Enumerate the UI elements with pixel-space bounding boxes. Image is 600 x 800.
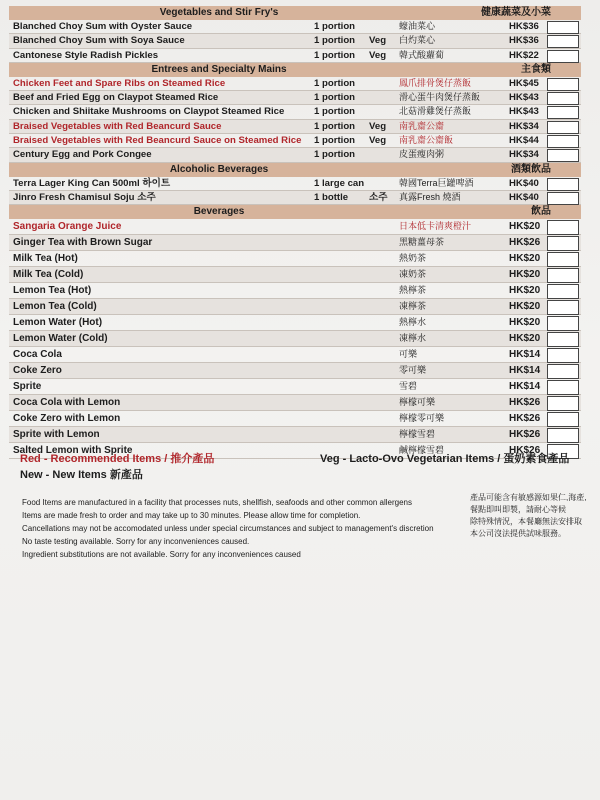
quantity-box[interactable]: [547, 380, 579, 395]
quantity-box[interactable]: [547, 284, 579, 299]
quantity-box[interactable]: [547, 220, 579, 235]
legend-new: New - New Items 新產品: [20, 469, 143, 481]
item-name-zh: 凍奶茶: [399, 269, 427, 280]
item-price: HK$20: [509, 285, 541, 297]
item-name: Milk Tea (Hot): [13, 253, 78, 265]
item-price: HK$40: [509, 177, 539, 189]
item-portion: 1 portion: [314, 149, 356, 161]
item-name-zh: 雪碧: [399, 381, 418, 392]
menu-item-row: [9, 120, 581, 134]
item-price: HK$44: [509, 135, 539, 147]
quantity-box[interactable]: [547, 412, 579, 427]
section-title-zh: 飲品: [531, 206, 551, 218]
menu-item-row: [9, 177, 581, 191]
menu-section: [9, 205, 581, 459]
item-name: Blanched Choy Sum with Soya Sauce: [13, 35, 185, 47]
item-name-zh: 鹹檸檬雪碧: [399, 445, 445, 456]
item-price: HK$14: [509, 365, 541, 377]
item-name-zh: 凍檸茶: [399, 301, 427, 312]
item-name: Chicken Feet and Spare Ribs on Steamed Rice: [13, 77, 226, 89]
item-veg: 소주: [369, 191, 388, 203]
item-name-zh: 熱奶茶: [399, 253, 427, 264]
quantity-box[interactable]: [547, 106, 579, 119]
menu-section: [9, 163, 581, 206]
item-name: Chicken and Shiitake Mushrooms on Claypot Steamed Rice: [13, 106, 285, 118]
menu-item-row: [9, 235, 581, 251]
item-name: Braised Vegetables with Red Beancurd Sauce: [13, 120, 222, 132]
quantity-box[interactable]: [547, 268, 579, 283]
item-name-zh: 日本低卡清爽橙汁: [399, 221, 472, 232]
item-portion: 1 portion: [314, 77, 356, 89]
notes: [22, 496, 452, 561]
item-name: Beef and Fried Egg on Claypot Steamed Rice: [13, 92, 219, 104]
menu-item-row: [9, 134, 581, 148]
item-name: Ginger Tea with Brown Sugar: [13, 237, 153, 249]
item-portion: 1 portion: [314, 135, 356, 147]
item-name: Coke Zero: [13, 365, 62, 377]
item-name-zh: 南乳齋公齋飯: [399, 135, 454, 146]
menu-item-row: [9, 395, 581, 411]
menu-item-row: [9, 267, 581, 283]
quantity-box[interactable]: [547, 149, 579, 162]
quantity-box[interactable]: [547, 78, 579, 91]
note-line: Cancellations may not be accomodated unless under special circumstances and subject to management's discretion: [22, 524, 434, 533]
note-zh-line: 除特殊情況，本餐廳無法安排取: [470, 517, 582, 526]
note-line: Items are made fresh to order and may take up to 30 minutes. Please allow time for completion.: [22, 511, 361, 520]
menu-item-row: [9, 77, 581, 91]
quantity-box[interactable]: [547, 135, 579, 148]
menu-item-row: [9, 49, 581, 63]
item-price: HK$20: [509, 333, 541, 345]
item-price: HK$43: [509, 106, 539, 118]
legend-veg: Veg - Lacto-Ovo Vegetarian Items / 蛋奶素食產品: [320, 453, 570, 465]
quantity-box[interactable]: [547, 300, 579, 315]
quantity-box[interactable]: [547, 332, 579, 347]
item-price: HK$20: [509, 317, 541, 329]
item-name: Braised Vegetables with Red Beancurd Sauce on Steamed Rice: [13, 135, 302, 147]
item-price: HK$26: [509, 237, 541, 249]
quantity-box[interactable]: [547, 236, 579, 251]
item-price: HK$20: [509, 269, 541, 281]
item-name-zh: 滑心蛋牛肉煲仔蒸飯: [399, 92, 481, 103]
menu-item-row: [9, 191, 581, 205]
item-price: HK$14: [509, 381, 541, 393]
menu-table: [9, 6, 581, 459]
item-name: Lemon Water (Hot): [13, 317, 103, 329]
item-price: HK$45: [509, 77, 539, 89]
item-name-zh: 鳳爪排骨煲仔蒸飯: [399, 77, 472, 88]
quantity-box[interactable]: [547, 50, 579, 63]
section-title-zh: 主食類: [521, 63, 551, 75]
item-veg: Veg: [369, 35, 387, 47]
note-line: Ingredient substitutions are not available. Sorry for any inconveniences caused: [22, 550, 301, 559]
item-name: Sprite with Lemon: [13, 429, 100, 441]
item-price: HK$14: [509, 349, 541, 361]
item-name: Coca Cola with Lemon: [13, 397, 121, 409]
item-veg: Veg: [369, 135, 387, 147]
menu-item-row: [9, 251, 581, 267]
quantity-box[interactable]: [547, 316, 579, 331]
legend-recommended: Red - Recommended Items / 推介產品: [20, 453, 215, 465]
quantity-box[interactable]: [547, 192, 579, 205]
menu-section: [9, 6, 581, 63]
item-name: Milk Tea (Cold): [13, 269, 84, 281]
item-price: HK$20: [509, 221, 541, 233]
item-name: Sprite: [13, 381, 42, 393]
quantity-box[interactable]: [547, 92, 579, 105]
item-name: Lemon Tea (Hot): [13, 285, 92, 297]
item-name-zh: 蠔油菜心: [399, 21, 436, 31]
item-name-zh: 韓式酸蘿蔔: [399, 49, 445, 60]
item-price: HK$20: [509, 301, 541, 313]
item-name-zh: 韓國Terra巨罐啤酒: [399, 177, 474, 188]
item-name-zh: 南乳齋公齋: [399, 120, 445, 131]
quantity-box[interactable]: [547, 35, 579, 48]
item-name-zh: 檸檬雪碧: [399, 429, 436, 440]
section-title-zh: 酒類飲品: [511, 163, 551, 175]
item-name: Lemon Tea (Cold): [13, 301, 97, 313]
item-price: HK$26: [509, 413, 541, 425]
item-price: HK$26: [509, 429, 541, 441]
section-title-zh: 健康蔬菜及小菜: [481, 7, 551, 18]
menu-item-row: [9, 427, 581, 443]
menu-item-row: [9, 219, 581, 235]
item-price: HK$36: [509, 21, 539, 32]
item-name-zh: 熱檸水: [399, 317, 427, 328]
section-header: [9, 205, 581, 219]
menu-item-row: [9, 363, 581, 379]
item-name: Cantonese Style Radish Pickles: [13, 49, 159, 61]
menu-item-row: [9, 20, 581, 34]
menu-item-row: [9, 299, 581, 315]
notes-chinese: [470, 492, 595, 540]
note-zh-line: 產品可能含有敏感源如果仁,海產,: [470, 493, 587, 502]
item-veg: Veg: [369, 120, 387, 132]
item-portion: 1 portion: [314, 35, 356, 47]
menu-item-row: [9, 331, 581, 347]
quantity-box[interactable]: [547, 121, 579, 134]
item-name: Coca Cola: [13, 349, 62, 361]
section-header: [9, 163, 581, 177]
section-header: [9, 6, 581, 20]
item-name: Century Egg and Pork Congee: [13, 149, 152, 161]
item-name: Lemon Water (Cold): [13, 333, 108, 345]
menu-item-row: [9, 347, 581, 363]
item-portion: 1 bottle: [314, 191, 349, 203]
item-name-zh: 北菇滑雞煲仔蒸飯: [399, 106, 472, 117]
item-name-zh: 零可樂: [399, 365, 427, 376]
item-price: HK$40: [509, 191, 539, 203]
item-name-zh: 熱檸茶: [399, 285, 427, 296]
menu-item-row: [9, 379, 581, 395]
quantity-box[interactable]: [547, 21, 579, 34]
item-name: Salted Lemon with Sprite: [13, 445, 133, 457]
item-name: Blanched Choy Sum with Oyster Sauce: [13, 21, 193, 32]
item-name-zh: 真露Fresh 燒酒: [399, 191, 461, 202]
menu-item-row: [9, 91, 581, 105]
item-portion: 1 portion: [314, 21, 356, 32]
item-price: HK$26: [509, 445, 541, 457]
menu-item-row: [9, 315, 581, 331]
item-portion: 1 portion: [314, 106, 356, 118]
item-name-zh: 黑糖薑母茶: [399, 237, 445, 248]
item-portion: 1 portion: [314, 92, 356, 104]
quantity-box[interactable]: [547, 364, 579, 379]
menu-item-row: [9, 283, 581, 299]
note-zh-line: 餐點即叫即製，請耐心等候: [470, 505, 566, 514]
menu-item-row: [9, 34, 581, 48]
item-veg: Veg: [369, 49, 387, 61]
item-portion: 1 portion: [314, 49, 356, 61]
note-zh-line: 本公司沒法提供試味服務。: [470, 529, 566, 538]
quantity-box[interactable]: [547, 178, 579, 191]
section-title: Vegetables and Stir Fry's: [159, 7, 279, 18]
menu-item-row: [9, 411, 581, 427]
item-price: HK$26: [509, 397, 541, 409]
section-header: [9, 63, 581, 77]
item-price: HK$20: [509, 253, 541, 265]
item-price: HK$34: [509, 120, 539, 132]
item-portion: 1 large can: [314, 177, 365, 189]
item-name: Sangaria Orange Juice: [13, 221, 122, 233]
item-name-zh: 檸檬零可樂: [399, 413, 445, 424]
quantity-box[interactable]: [547, 348, 579, 363]
note-line: Food Items are manufactured in a facility that processes nuts, shellfish, seafoods and other common allergens: [22, 498, 412, 507]
item-name: Jinro Fresh Chamisul Soju 소주: [13, 191, 156, 203]
item-price: HK$43: [509, 92, 539, 104]
item-price: HK$34: [509, 149, 539, 161]
item-name-zh: 凍檸水: [399, 333, 427, 344]
item-price: HK$36: [509, 35, 539, 47]
menu-item-row: [9, 148, 581, 162]
note-line: No taste testing available. Sorry for any inconveniences caused.: [22, 537, 250, 546]
item-name-zh: 檸檬可樂: [399, 397, 436, 408]
item-name: Terra Lager King Can 500ml 하이트: [13, 177, 171, 189]
section-title: Alcoholic Beverages: [169, 163, 269, 175]
section-title: Entrees and Specialty Mains: [151, 63, 287, 75]
item-name: Coke Zero with Lemon: [13, 413, 121, 425]
menu-section: [9, 63, 581, 163]
item-name-zh: 皮蛋瘦肉粥: [399, 149, 445, 160]
item-name-zh: 可樂: [399, 349, 418, 360]
section-title: Beverages: [193, 206, 245, 218]
item-name-zh: 白灼菜心: [399, 35, 436, 46]
quantity-box[interactable]: [547, 428, 579, 443]
item-portion: 1 portion: [314, 120, 356, 132]
quantity-box[interactable]: [547, 252, 579, 267]
item-price: HK$22: [509, 49, 539, 61]
menu-item-row: [9, 105, 581, 119]
quantity-box[interactable]: [547, 396, 579, 411]
